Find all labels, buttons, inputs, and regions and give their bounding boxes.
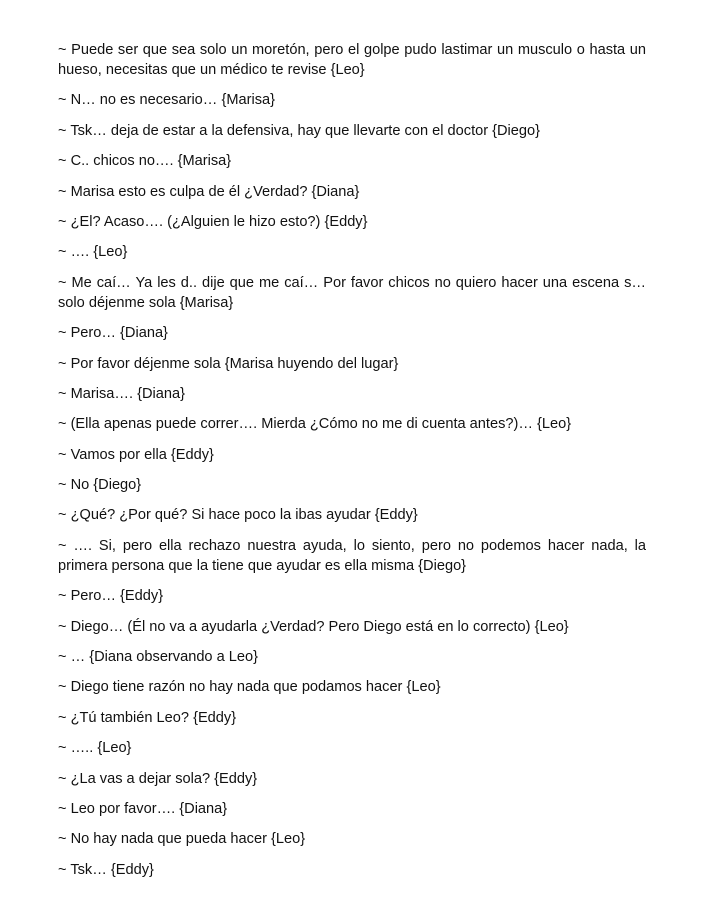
dialogue-line: ~ Puede ser que sea solo un moretón, pero el golpe pudo lastimar un musculo o hasta un hueso, necesitas que un médico te revise {Leo} [58,42,646,78]
dialogue-line: ~ …. Si, pero ella rechazo nuestra ayuda, lo siento, pero no podemos hacer nada, la primera persona que la tiene que ayudar es ella misma {Diego} [58,537,646,574]
dialogue-line: ~ Leo por favor…. {Diana} [58,800,228,817]
dialogue-line: ~ …. {Leo} [58,244,128,261]
dialogue-line: ~ N… no es necesario… {Marisa} [58,92,275,109]
dialogue-line: ~ Vamos por ella {Eddy} [58,446,214,463]
dialogue-line: ~ ¿Qué? ¿Por qué? Si hace poco la ibas ayudar {Eddy} [58,507,418,524]
dialogue-line: ~ Pero… {Diana} [58,325,168,342]
dialogue-line: ~ Por favor déjenme sola {Marisa huyendo del lugar} [58,355,399,372]
dialogue-line: ~ ¿El? Acaso…. (¿Alguien le hizo esto?) {Eddy} [58,213,368,230]
document-body [58,40,646,880]
dialogue-line: ~ Marisa…. {Diana} [58,385,185,402]
dialogue-line: ~ ….. {Leo} [58,740,132,757]
dialogue-line: ~ Tsk… {Eddy} [58,861,154,878]
dialogue-line: ~ Tsk… deja de estar a la defensiva, hay que llevarte con el doctor {Diego} [58,122,541,139]
dialogue-line: ~ No hay nada que pueda hacer {Leo} [58,831,306,848]
dialogue-line: ~ Pero… {Eddy} [58,588,164,605]
dialogue-line: ~ ¿Tú también Leo? {Eddy} [58,709,237,726]
dialogue-line: ~ C.. chicos no…. {Marisa} [58,153,232,170]
dialogue-line: ~ Diego tiene razón no hay nada que podamos hacer {Leo} [58,679,441,696]
dialogue-line: ~ Me caí… Ya les d.. dije que me caí… Por favor chicos no quiero hacer una escena s… solo déjenme sola {Marisa} [58,274,646,311]
dialogue-line: ~ (Ella apenas puede correr…. Mierda ¿Cómo no me di cuenta antes?)… {Leo} [58,416,572,433]
dialogue-line: ~ Diego… (Él no va a ayudarla ¿Verdad? Pero Diego está en lo correcto) {Leo} [58,618,569,635]
dialogue-line: ~ ¿La vas a dejar sola? {Eddy} [58,770,258,787]
dialogue-line: ~ … {Diana observando a Leo} [58,649,259,666]
dialogue-line: ~ Marisa esto es culpa de él ¿Verdad? {Diana} [58,183,360,200]
dialogue-line: ~ No {Diego} [58,477,142,494]
